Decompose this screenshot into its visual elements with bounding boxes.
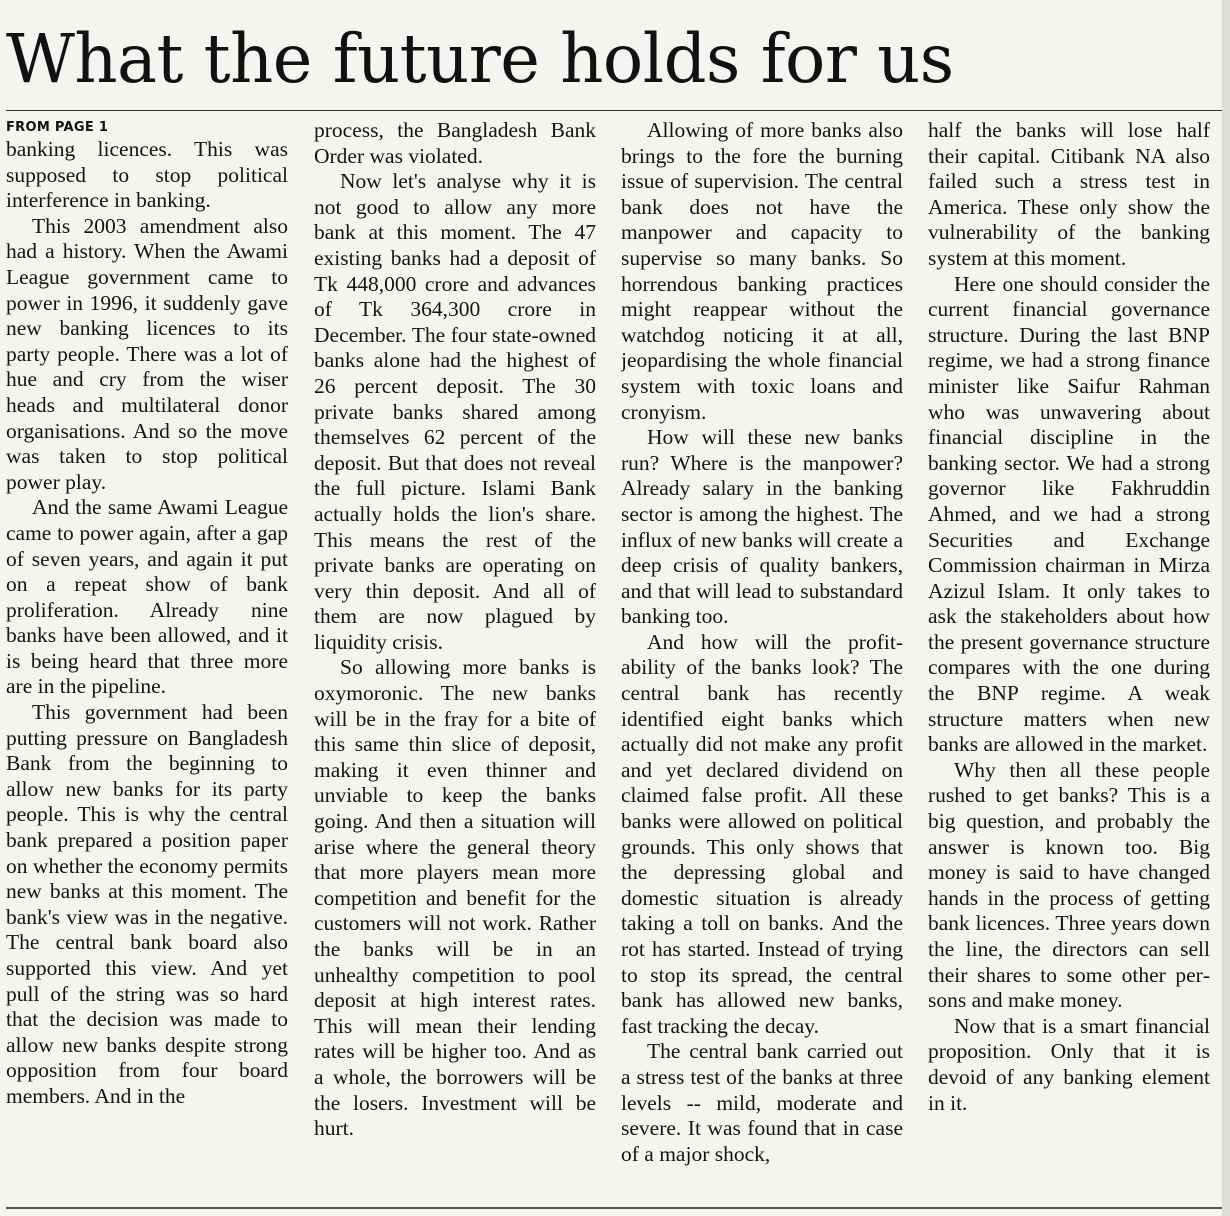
headline-rule xyxy=(6,110,1224,111)
paragraph: The central bank carried out a stress test of the banks at three levels -- mild, moderate and severe. It was found that in case of a major shock, xyxy=(621,1039,903,1166)
paragraph: half the banks will lose half their capital. Citibank NA also failed such a stress test in America. These only show the vulnerability of the banking system at this moment. xyxy=(928,118,1210,270)
article-column-2 xyxy=(314,118,596,1198)
article-column-3 xyxy=(621,118,903,1198)
paragraph: And the same Awami League came to power again, after a gap of seven years, and again it put on a repeat show of bank proliferation. Already nine banks have been allowed, and it is being heard that three more are in the pipeline. xyxy=(6,495,288,699)
paragraph: Now let's analyse why it is not good to allow any more bank at this moment. The 47 existing banks had a deposit of Tk 448,000 crore and advances of Tk 364,300 crore in December. The four state-owned banks alone had the highest of 26 percent deposit. The 30 private banks shared among themselves 62 percent of the deposit. But that does not reveal the full picture. Islami Bank actually holds the lion's share. This means the rest of the private banks are operating on very thin deposit. And all of them are now plagued by liquidity crisis. xyxy=(314,169,596,654)
headline: What the future holds for us xyxy=(6,20,954,98)
paragraph: How will these new banks run? Where is the manpower? Already salary in the banking sector is among the highest. The influx of new banks will create a deep crisis of quality bankers, and that will lead to substandard banking too. xyxy=(621,425,903,629)
paragraph: Why then all these people rushed to get banks? This is a big question, and probably the answer is known too. Big money is said to have changed hands in the process of getting bank licences. Three years down the line, the directors can sell their shares to some other persons and make money. xyxy=(928,757,1210,1013)
paragraph: Now that is a smart financial proposition. Only that it is devoid of any banking element in it. xyxy=(928,1013,1210,1115)
page-bottom-rule xyxy=(6,1207,1224,1209)
paragraph: Allowing of more banks also brings to the fore the burning issue of supervision. The central bank does not have the manpower and capacity to supervise so many banks. So horrendous banking practices might reappear without the watchdog noticing it at all, jeopardising the whole financial system with toxic loans and cronyism. xyxy=(621,118,903,424)
paragraph: process, the Bangladesh Bank Order was violated. xyxy=(314,118,596,168)
article-column-4 xyxy=(928,118,1210,1198)
continuation-kicker: FROM PAGE 1 xyxy=(6,120,109,135)
paragraph: Here one should consider the current financial governance structure. During the last BNP regime, we had a strong finance minister like Saifur Rahman who was unwavering about financial discipline in the banking sector. We had a strong governor like Fakhruddin Ahmed, and we had a strong Securities and Exchange Commission chairman in Mirza Azizul Islam. It only takes to ask the stakeholders about how the present governance structure compares with the one during the BNP regime. A weak structure matters when new banks are allowed in the market. xyxy=(928,271,1210,757)
scan-edge xyxy=(1222,0,1230,1216)
paragraph: So allowing more banks is oxymoronic. The new banks will be in the fray for a bite of this same thin slice of deposit, making it even thinner and unviable to keep the banks going. And then a situation will arise where the general theory that more players mean more competition and benefit for the customers will not work. Rather the banks will be in an unhealthy competition to pool deposit at high interest rates. This will mean their lending rates will be higher too. And as a whole, the borrowers will be the losers. Investment will be hurt. xyxy=(314,655,596,1141)
article-column-1 xyxy=(6,118,288,1198)
paragraph: banking licences. This was supposed to stop political interference in banking. xyxy=(6,137,288,213)
paragraph: This government had been putting pressure on Bangladesh Bank from the beginning to allow new banks for its party people. This is why the central bank prepared a position paper on whether the economy permits new banks at this moment. The bank's view was in the negative. The central bank board also supported this view. And yet pull of the string was so hard that the decision was made to allow new banks despite strong opposition from four board members. And in the xyxy=(6,700,288,1108)
paragraph: And how will the profitability of the banks look? The central bank has recently identified eight banks which actually did not make any profit and yet declared dividend on claimed false profit. All these banks were allowed on political grounds. This only shows that the depressing global and domestic situation is already taking a toll on banks. And the rot has started. Instead of trying to stop its spread, the central bank has allowed new banks, fast tracking the decay. xyxy=(621,629,903,1038)
paragraph: This 2003 amendment also had a history. When the Awami League government came to power in 1996, it suddenly gave new banking licences to its party people. There was a lot of hue and cry from the wiser heads and multilateral donor organisations. And so the move was taken to stop political power play. xyxy=(6,213,288,494)
